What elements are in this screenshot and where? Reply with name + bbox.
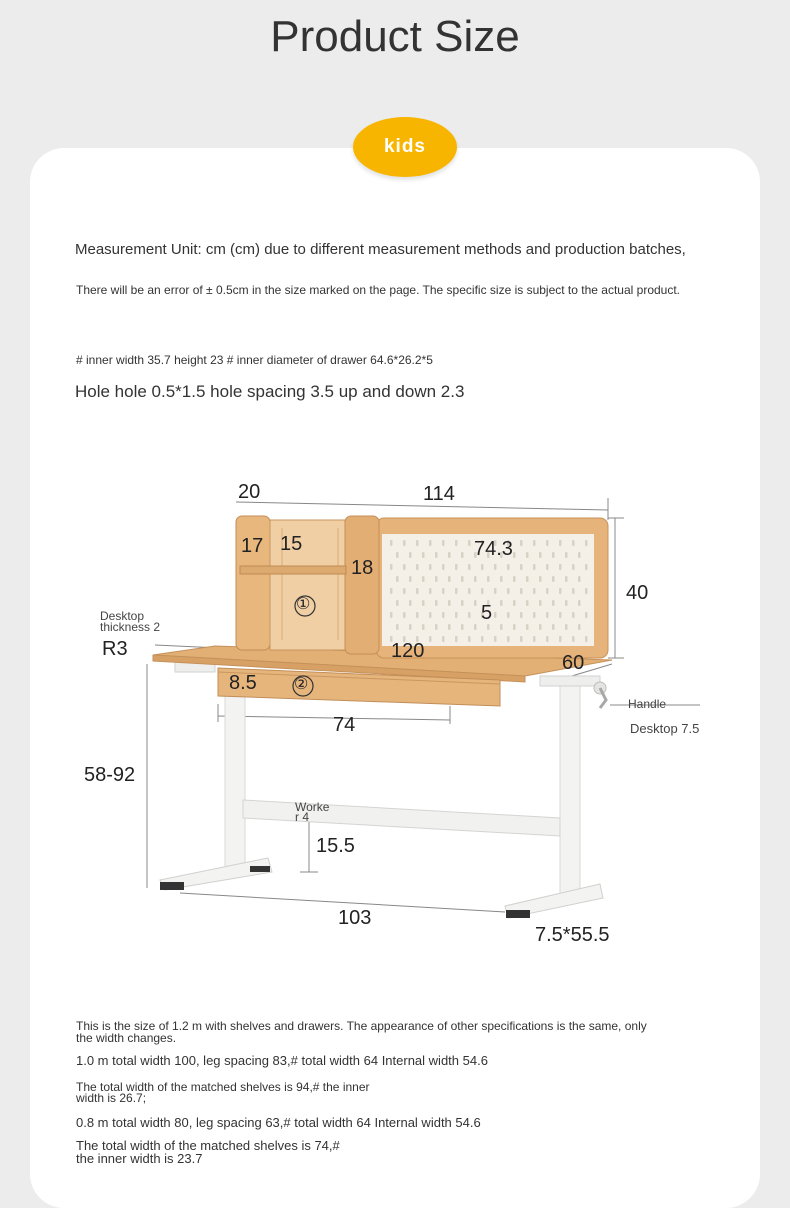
pegboard-hole — [513, 576, 516, 582]
pegboard-hole — [507, 636, 510, 642]
pegboard-hole — [390, 588, 393, 594]
pegboard-hole — [572, 588, 575, 594]
dim-leg-spacing: 103 — [338, 907, 372, 929]
pegboard-hole — [455, 612, 458, 618]
pegboard-hole — [487, 576, 490, 582]
pegboard-hole — [507, 588, 510, 594]
pegboard-hole — [565, 600, 568, 606]
pegboard-hole — [546, 636, 549, 642]
pegboard-hole — [539, 600, 542, 606]
pegboard-hole — [390, 540, 393, 546]
pegboard-hole — [494, 564, 497, 570]
pegboard-hole — [552, 576, 555, 582]
pegboard-hole — [435, 624, 438, 630]
kids-badge: kids — [353, 117, 457, 177]
pegboard-hole — [422, 600, 425, 606]
dim-hole-spacing: 5 — [481, 602, 493, 624]
pegboard-hole — [416, 588, 419, 594]
desktop-thickness-label-1: Desktop — [100, 609, 145, 623]
dim-hutch-height: 40 — [626, 582, 649, 604]
hole-spacing-text: Hole hole 0.5*1.5 hole spacing 3.5 up and down 2.3 — [75, 382, 465, 401]
pegboard-hole — [461, 600, 464, 606]
pegboard-hole — [526, 624, 529, 630]
pegboard-hole — [507, 564, 510, 570]
pegboard-hole — [559, 564, 562, 570]
pegboard-hole — [565, 624, 568, 630]
pegboard-hole — [390, 612, 393, 618]
pegboard-hole — [572, 636, 575, 642]
pegboard-hole — [559, 540, 562, 546]
pegboard-hole — [533, 564, 536, 570]
dim-height-range: 58-92 — [84, 764, 136, 786]
pegboard-hole — [513, 552, 516, 558]
pegboard-hole — [520, 612, 523, 618]
pegboard-hole — [585, 540, 588, 546]
pegboard-hole — [572, 540, 575, 546]
pegboard-hole — [422, 552, 425, 558]
worker-label-1: Worke — [295, 800, 330, 814]
pegboard-hole — [403, 564, 406, 570]
dim-beam-height: 15.5 — [316, 835, 355, 857]
pegboard-hole — [468, 540, 471, 546]
pegboard-hole — [403, 540, 406, 546]
pegboard-hole — [552, 624, 555, 630]
desktop-thickness-label-2: thickness 2 — [100, 620, 161, 634]
pegboard-hole — [403, 588, 406, 594]
pegboard-hole — [396, 552, 399, 558]
dim-shelf-width: 20 — [238, 481, 261, 503]
pegboard-hole — [513, 600, 516, 606]
pegboard-hole — [416, 564, 419, 570]
pegboard-hole — [455, 588, 458, 594]
pegboard-hole — [546, 540, 549, 546]
pegboard-hole — [429, 612, 432, 618]
pegboard-hole — [578, 552, 581, 558]
pegboard-hole — [585, 588, 588, 594]
note-3-line-1: The total width of the matched shelves is 94,# the inner — [76, 1080, 370, 1094]
pegboard-hole — [396, 576, 399, 582]
dim-shelf-left: 17 — [241, 535, 264, 557]
pegboard-hole — [559, 636, 562, 642]
pegboard-hole — [494, 612, 497, 618]
pegboard-hole — [409, 552, 412, 558]
dim-pegboard-width: 74.3 — [474, 538, 513, 560]
dim-desk-width: 120 — [391, 640, 425, 662]
note-1-line-1: This is the size of 1.2 m with shelves and drawers. The appearance of other specifications is the same, only — [76, 1019, 647, 1033]
pegboard-hole — [533, 612, 536, 618]
error-tolerance-text: There will be an error of ± 0.5cm in the size marked on the page. The specific size is subject to the actual product. — [76, 283, 681, 297]
dim-total-width: 114 — [423, 483, 455, 505]
pegboard-hole — [572, 564, 575, 570]
pegboard-hole — [481, 564, 484, 570]
pegboard-hole — [572, 612, 575, 618]
pegboard-hole — [481, 636, 484, 642]
pegboard-hole — [396, 624, 399, 630]
pegboard-hole — [396, 600, 399, 606]
pegboard-hole — [559, 612, 562, 618]
pegboard-hole — [448, 600, 451, 606]
note-3-line-2: width is 26.7; — [76, 1091, 147, 1105]
pegboard-hole — [448, 552, 451, 558]
page-title: Product Size — [270, 12, 520, 61]
note-5-line-1: The total width of the matched shelves is 74,# — [76, 1138, 340, 1153]
pegboard-hole — [461, 552, 464, 558]
pegboard-hole — [435, 576, 438, 582]
pegboard-hole — [455, 636, 458, 642]
pegboard-hole — [520, 636, 523, 642]
note-5-line-2: the inner width is 23.7 — [76, 1151, 203, 1166]
pegboard-hole — [455, 540, 458, 546]
pegboard-hole — [500, 576, 503, 582]
pegboard-hole — [474, 624, 477, 630]
pegboard-hole — [435, 552, 438, 558]
measurement-unit-text: Measurement Unit: cm (cm) due to different measurement methods and production batches, — [75, 241, 686, 258]
pegboard-hole — [578, 600, 581, 606]
pegboard-hole — [533, 636, 536, 642]
dim-desk-depth: 60 — [562, 652, 585, 674]
pegboard-hole — [578, 576, 581, 582]
pegboard-hole — [461, 576, 464, 582]
pegboard-hole — [559, 588, 562, 594]
pegboard-hole — [416, 540, 419, 546]
pegboard-hole — [507, 612, 510, 618]
worker-label-2: r 4 — [295, 810, 310, 824]
pegboard-hole — [409, 576, 412, 582]
dim-shelf-gap: 18 — [351, 557, 374, 579]
dim-drawer-width: 74 — [333, 714, 356, 736]
pegboard-hole — [494, 636, 497, 642]
pegboard-hole — [539, 576, 542, 582]
inner-dimensions-text: # inner width 35.7 height 23 # inner diameter of drawer 64.6*26.2*5 — [76, 353, 433, 367]
pegboard-hole — [546, 588, 549, 594]
note-4: 0.8 m total width 80, leg spacing 63,# total width 64 Internal width 54.6 — [76, 1115, 481, 1130]
pegboard-hole — [409, 600, 412, 606]
handle-label: Handle — [628, 697, 667, 711]
pegboard-hole — [422, 624, 425, 630]
pegboard-hole — [526, 552, 529, 558]
pegboard-hole — [533, 588, 536, 594]
pegboard-hole — [500, 600, 503, 606]
pegboard-hole — [552, 600, 555, 606]
pegboard-hole — [416, 612, 419, 618]
pegboard-hole — [403, 612, 406, 618]
note-2: 1.0 m total width 100, leg spacing 83,# total width 64 Internal width 54.6 — [76, 1053, 488, 1068]
pegboard-hole — [435, 600, 438, 606]
pegboard-hole — [481, 588, 484, 594]
pegboard-hole — [552, 552, 555, 558]
dim-radius: R3 — [102, 638, 128, 660]
dim-foot-size: 7.5*55.5 — [535, 924, 610, 946]
pegboard-hole — [468, 636, 471, 642]
pegboard-hole — [585, 612, 588, 618]
note-1-line-2: the width changes. — [76, 1031, 177, 1045]
pegboard-hole — [539, 624, 542, 630]
pegboard-hole — [442, 540, 445, 546]
dim-shelf-inner: 15 — [280, 533, 303, 555]
marker-1: ① — [296, 596, 311, 613]
pegboard-hole — [520, 540, 523, 546]
pegboard-hole — [474, 576, 477, 582]
pegboard-hole — [546, 612, 549, 618]
pegboard-hole — [442, 612, 445, 618]
pegboard-hole — [520, 588, 523, 594]
pegboard-hole — [461, 624, 464, 630]
pegboard-hole — [442, 564, 445, 570]
pegboard-hole — [390, 564, 393, 570]
pegboard-hole — [565, 552, 568, 558]
pegboard-hole — [409, 624, 412, 630]
pegboard-hole — [539, 552, 542, 558]
pegboard-hole — [422, 576, 425, 582]
pegboard-hole — [448, 576, 451, 582]
pegboard-hole — [455, 564, 458, 570]
pegboard-hole — [494, 588, 497, 594]
pegboard-hole — [468, 564, 471, 570]
pegboard-hole — [546, 564, 549, 570]
pegboard-hole — [474, 600, 477, 606]
pegboard-hole — [565, 576, 568, 582]
pegboard-hole — [526, 600, 529, 606]
pegboard-hole — [429, 588, 432, 594]
pegboard-hole — [520, 564, 523, 570]
pegboard-hole — [526, 576, 529, 582]
marker-2: ② — [294, 676, 309, 693]
pegboard-hole — [468, 588, 471, 594]
pegboard-hole — [500, 624, 503, 630]
pegboard-hole — [585, 636, 588, 642]
pegboard-hole — [448, 624, 451, 630]
pegboard-hole — [429, 564, 432, 570]
pegboard-hole — [585, 564, 588, 570]
pegboard-hole — [442, 588, 445, 594]
dim-drawer-height: 8.5 — [229, 672, 257, 694]
pegboard-hole — [533, 540, 536, 546]
pegboard-hole — [513, 624, 516, 630]
pegboard-hole — [468, 612, 471, 618]
pegboard-hole — [429, 540, 432, 546]
pegboard-hole — [578, 624, 581, 630]
pegboard-hole — [442, 636, 445, 642]
desktop-tilt-label: Desktop 7.5 — [630, 721, 700, 736]
pegboard-hole — [429, 636, 432, 642]
